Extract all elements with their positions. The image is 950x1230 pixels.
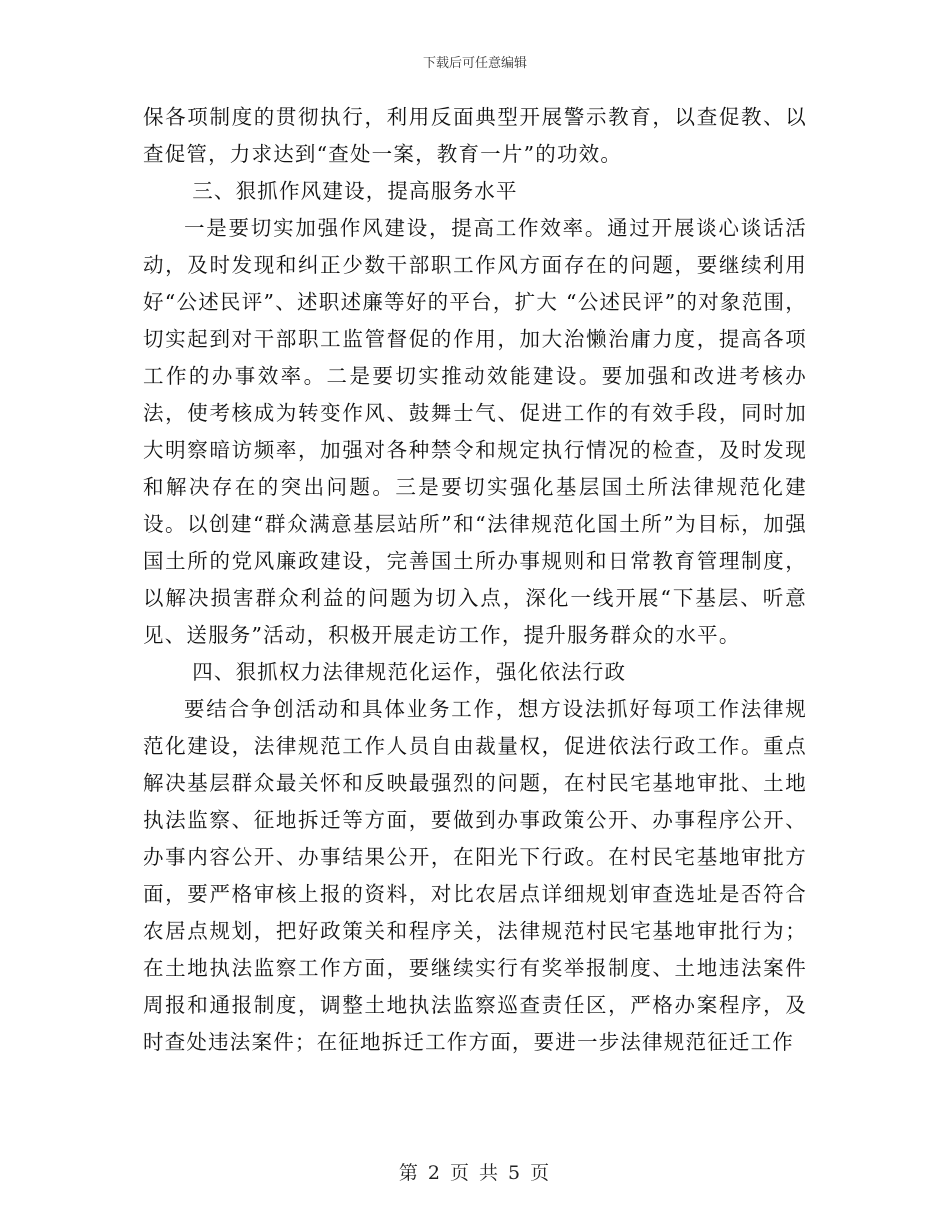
paragraph-work-style: 一是要切实加强作风建设，提高工作效率。通过开展谈心谈话活动，及时发现和纠正少数干部职工作风方面存在的问题，要继续利用好“公述民评”、述职述廉等好的平台，扩大 “公述民评”的对象范围，切实起到对干部职工监管督促的作用，加大治懒治庸力度，提高各项工作的办事效率。二是要切实推动效能建设。要加强和改进考核办法，使考核成为转变作风、鼓舞士气、促进工作的有效手段，同时加大明察暗访频率，加强对各种禁令和规定执行情况的检查，及时发现和解决存在的突出问题。三是要切实强化基层国土所法律规范化建设。以创建“群众满意基层站所”和“法律规范化国土所”为目标，加强国土所的党风廉政建设，完善国土所办事规则和日常教育管理制度，以解决损害群众利益的问题为切入点，深化一线开展“下基层、听意见、送服务”活动，积极开展走访工作，提升服务群众的水平。 [143, 216, 807, 647]
document-body [143, 99, 807, 1061]
page-number-footer: 第 2 页 共 5 页 [398, 1162, 552, 1184]
section-heading-3: 三、狠抓作风建设，提高服务水平 [192, 179, 518, 203]
paragraph-continued: 保各项制度的贯彻执行，利用反面典型开展警示教育，以查促教、以查促管，力求达到“查处一案，教育一片”的功效。 [143, 105, 807, 166]
paragraph-law-administration: 要结合争创活动和具体业务工作，想方设法抓好每项工作法律规范化建设，法律规范工作人员自由裁量权，促进依法行政工作。重点解决基层群众最关怀和反映最强烈的问题，在村民宅基地审批、土地执法监察、征地拆迁等方面，要做到办事政策公开、办事程序公开、办事内容公开、办事结果公开，在阳光下行政。在村民宅基地审批方面，要严格审核上报的资料，对比农居点详细规划审查选址是否符合农居点规划，把好政策关和程序关，法律规范村民宅基地审批行为；在土地执法监察工作方面，要继续实行有奖举报制度、土地违法案件周报和通报制度，调整土地执法监察巡查责任区，严格办案程序，及时查处违法案件；在征地拆迁工作方面，要进一步法律规范征迁工作 [143, 697, 807, 1054]
page-header-note: 下载后可任意编辑 [422, 56, 527, 71]
section-heading-4: 四、狠抓权力法律规范化运作，强化依法行政 [192, 660, 627, 684]
